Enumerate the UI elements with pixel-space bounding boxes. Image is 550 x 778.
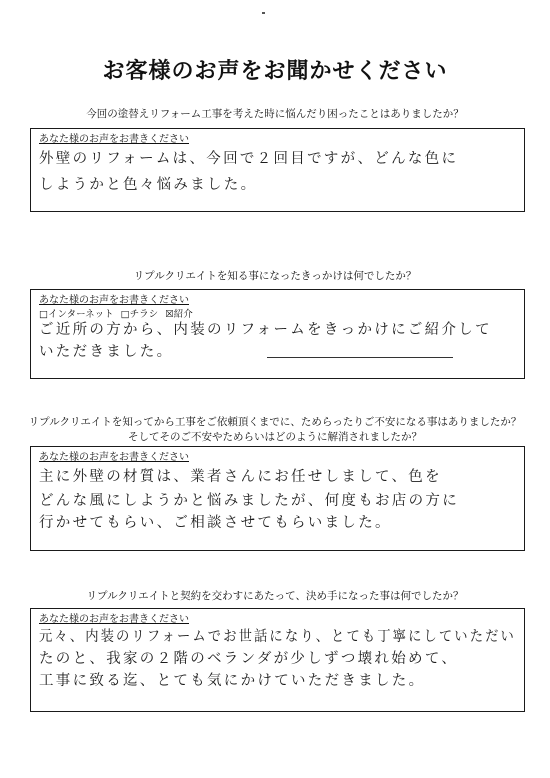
question-3 (20, 415, 530, 445)
question-4 (20, 589, 530, 604)
handwritten-underline (267, 357, 453, 358)
answer-box-1-label: あなた様のお声をお書きください (39, 134, 189, 145)
question-3-text-2: そしてそのご不安やためらいはどのように解消されましたか？ (128, 431, 422, 443)
answer-4-line-2: たのと、我家の２階のベランダが少しずつ壊れ始めて、 (39, 651, 459, 667)
option-referral: ☒紹介 (165, 309, 193, 320)
page-title: お客様のお声をお聞かせください (102, 59, 448, 84)
answer-3-line-1: 主に外壁の材質は、業者さんにお任せしまして、色を (39, 469, 442, 485)
answer-1-line-1: 外壁のリフォームは、今回で２回目ですが、どんな色に (39, 151, 459, 167)
answer-2-line-2: いただきました。 (39, 344, 174, 360)
answer-box-3 (30, 446, 525, 551)
question-1 (20, 107, 530, 122)
option-internet: □インターネット (39, 309, 114, 320)
answer-box-3-label: あなた様のお声をお書きください (39, 452, 189, 463)
question-4-text: リプルクリエイトと契約を交わすにあたって、決め手になった事は何でしたか？ (86, 590, 464, 602)
answer-box-4-label: あなた様のお声をお書きください (39, 614, 189, 625)
question-3-text-1: リプルクリエイトを知ってから工事をご依頼頂くまでに、ためらったりご不安になる事はありましたか？ (28, 416, 522, 428)
answer-4-line-1: 元々、内装のリフォームでお世話になり、とても丁寧にしていただい (39, 629, 516, 645)
question-2-text: リプルクリエイトを知る事になったきっかけは何でしたか？ (133, 270, 417, 282)
option-flyer: □チラシ (120, 309, 159, 320)
scan-speck (262, 12, 265, 14)
answer-4-line-3: 工事に致る迄、とても気にかけていただきました。 (39, 673, 426, 689)
answer-3-line-2: どんな風にしようかと悩みましたが、何度もお店の方に (39, 493, 459, 509)
answer-box-2-label: あなた様のお声をお書きください (39, 295, 189, 306)
answer-2-line-1: ご近所の方から、内装のリフォームをきっかけにご紹介して (39, 322, 492, 338)
answer-box-1 (30, 128, 525, 212)
answer-3-line-3: 行かせてもらい、ご相談させてもらいました。 (39, 515, 392, 531)
answer-box-4 (30, 608, 525, 712)
question-1-text: 今回の塗替えリフォーム工事を考えた時に悩んだり困ったことはありましたか？ (86, 108, 464, 120)
question-2 (20, 269, 530, 284)
answer-box-2 (30, 289, 525, 379)
answer-1-line-2: しようかと色々悩みました。 (39, 177, 258, 193)
